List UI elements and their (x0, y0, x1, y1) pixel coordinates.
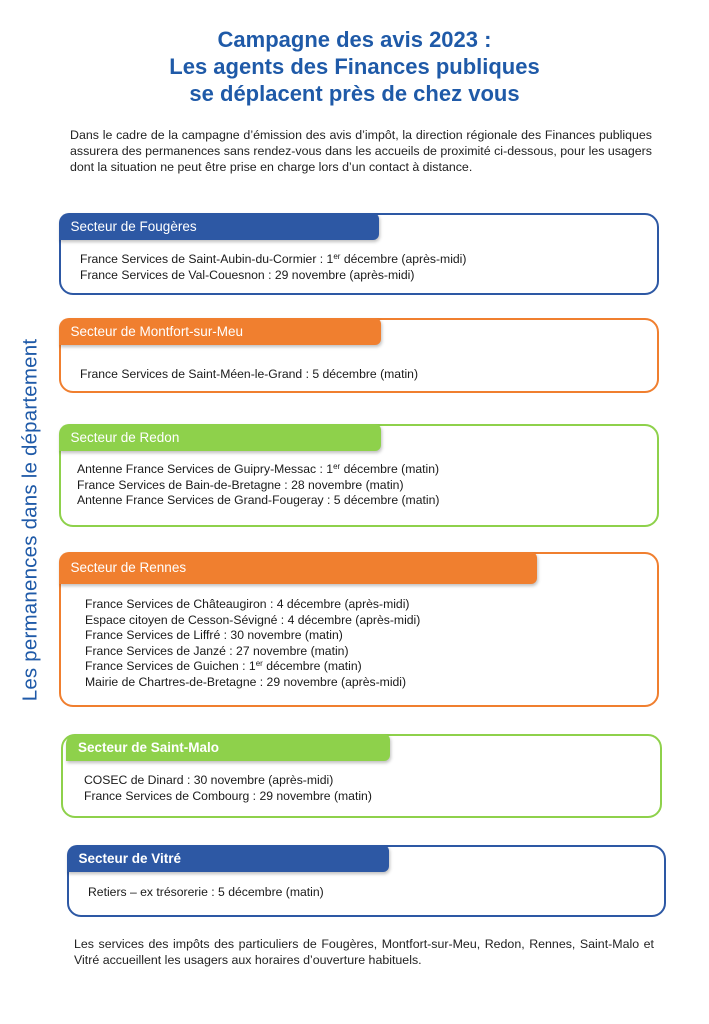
sector-line (85, 628, 420, 644)
sector-line-text: France Services de Janzé : 27 novembre (matin) (85, 643, 349, 658)
sector-box-saint-malo (61, 734, 662, 818)
sector-lines (85, 597, 420, 690)
sector-line (84, 789, 372, 805)
sector-title: Secteur de Vitré (78, 850, 182, 866)
sector-header (67, 845, 389, 872)
sector-line (77, 462, 439, 478)
sector-line (85, 597, 420, 613)
sector-box-vitre (67, 845, 666, 917)
sector-header (59, 424, 381, 451)
intro-paragraph: Dans le cadre de la campagne d’émission des avis d’impôt, la direction régionale des Finances publiques assurera des permanences sans rendez-vous dans les accueils de proximité ci-dessous, pour les usagers dont la situation ne peut être prise en charge lors d’un contact à distance. (70, 128, 652, 174)
sector-header (59, 552, 537, 584)
title-line-2: Les agents des Finances publiques (169, 54, 540, 79)
sector-lines (84, 773, 372, 804)
sector-title: Secteur de Fougères (70, 218, 197, 234)
sector-line-text: Antenne France Services de Grand-Fougeray : 5 décembre (matin) (77, 493, 440, 507)
ordinal-superscript: er (333, 252, 341, 261)
sector-line-text-end: décembre (après-midi) (340, 252, 467, 266)
side-label (12, 300, 48, 740)
sector-lines (80, 252, 466, 283)
sector-header (66, 734, 390, 761)
sector-line-text: France Services de Saint-Méen-le-Grand : 5 décembre (matin) (80, 367, 419, 381)
sector-line (77, 478, 439, 494)
sector-line (85, 644, 420, 660)
sector-line-text: COSEC de Dinard : 30 novembre (après-midi) (84, 773, 334, 787)
sector-line-text: France Services de Liffré : 30 novembre (matin) (85, 628, 343, 642)
ordinal-superscript: er (255, 659, 263, 668)
sector-line (77, 493, 439, 509)
sector-line-text: France Services de Bain-de-Bretagne : 28 novembre (matin) (77, 477, 404, 492)
sector-title: Secteur de Rennes (70, 559, 187, 575)
sector-line-text: France Services de Combourg : 29 novembre (matin) (84, 788, 372, 803)
closing-paragraph: Les services des impôts des particuliers de Fougères, Montfort-sur-Meu, Redon, Rennes, Saint-Malo et Vitré accueillent les usagers aux horaires d’ouverture habituels. (74, 937, 654, 967)
sector-lines (80, 367, 418, 383)
sector-line (80, 268, 466, 284)
sector-title: Secteur de Saint-Malo (78, 739, 220, 755)
sector-line-text: Espace citoyen de Cesson-Sévigné : 4 décembre (après-midi) (85, 612, 421, 627)
sector-box-montfort (59, 318, 659, 393)
page-title (0, 26, 709, 107)
title-line-3: se déplacent près de chez vous (189, 81, 520, 106)
sector-box-rennes (59, 552, 659, 707)
sector-line-text: France Services de Guichen : 1 (85, 659, 256, 673)
sector-header (59, 213, 379, 240)
sector-line (80, 367, 418, 383)
title-line-1: Campagne des avis 2023 : (217, 27, 492, 52)
sector-line (84, 773, 372, 789)
sector-title: Secteur de Montfort-sur-Meu (70, 323, 244, 339)
sector-line-text: France Services de Val-Couesnon : 29 novembre (après-midi) (80, 267, 415, 282)
sector-line (85, 675, 420, 691)
ordinal-superscript: er (333, 462, 341, 471)
sector-line-text: Antenne France Services de Guipry-Messac : 1 (77, 462, 334, 476)
sector-header (59, 318, 381, 345)
sector-box-fougeres (59, 213, 659, 295)
sector-line-text-end: décembre (matin) (262, 659, 362, 673)
sector-line (85, 659, 420, 675)
sector-line-text-end: décembre (matin) (340, 462, 440, 476)
sector-title: Secteur de Redon (70, 429, 180, 445)
sector-line-text: France Services de Saint-Aubin-du-Cormier : 1 (80, 252, 334, 266)
sector-line-text: Retiers – ex trésorerie : 5 décembre (matin) (88, 885, 324, 899)
sector-box-redon (59, 424, 659, 527)
sector-line (85, 613, 420, 629)
sector-line (88, 885, 324, 901)
sector-lines (77, 462, 439, 509)
sector-line-text: Mairie de Chartres-de-Bretagne : 29 novembre (après-midi) (85, 674, 407, 689)
sector-line (80, 252, 466, 268)
side-label-text: Les permanences dans le département (18, 338, 41, 702)
sector-lines (88, 885, 324, 901)
sector-line-text: France Services de Châteaugiron : 4 décembre (après-midi) (85, 597, 410, 611)
